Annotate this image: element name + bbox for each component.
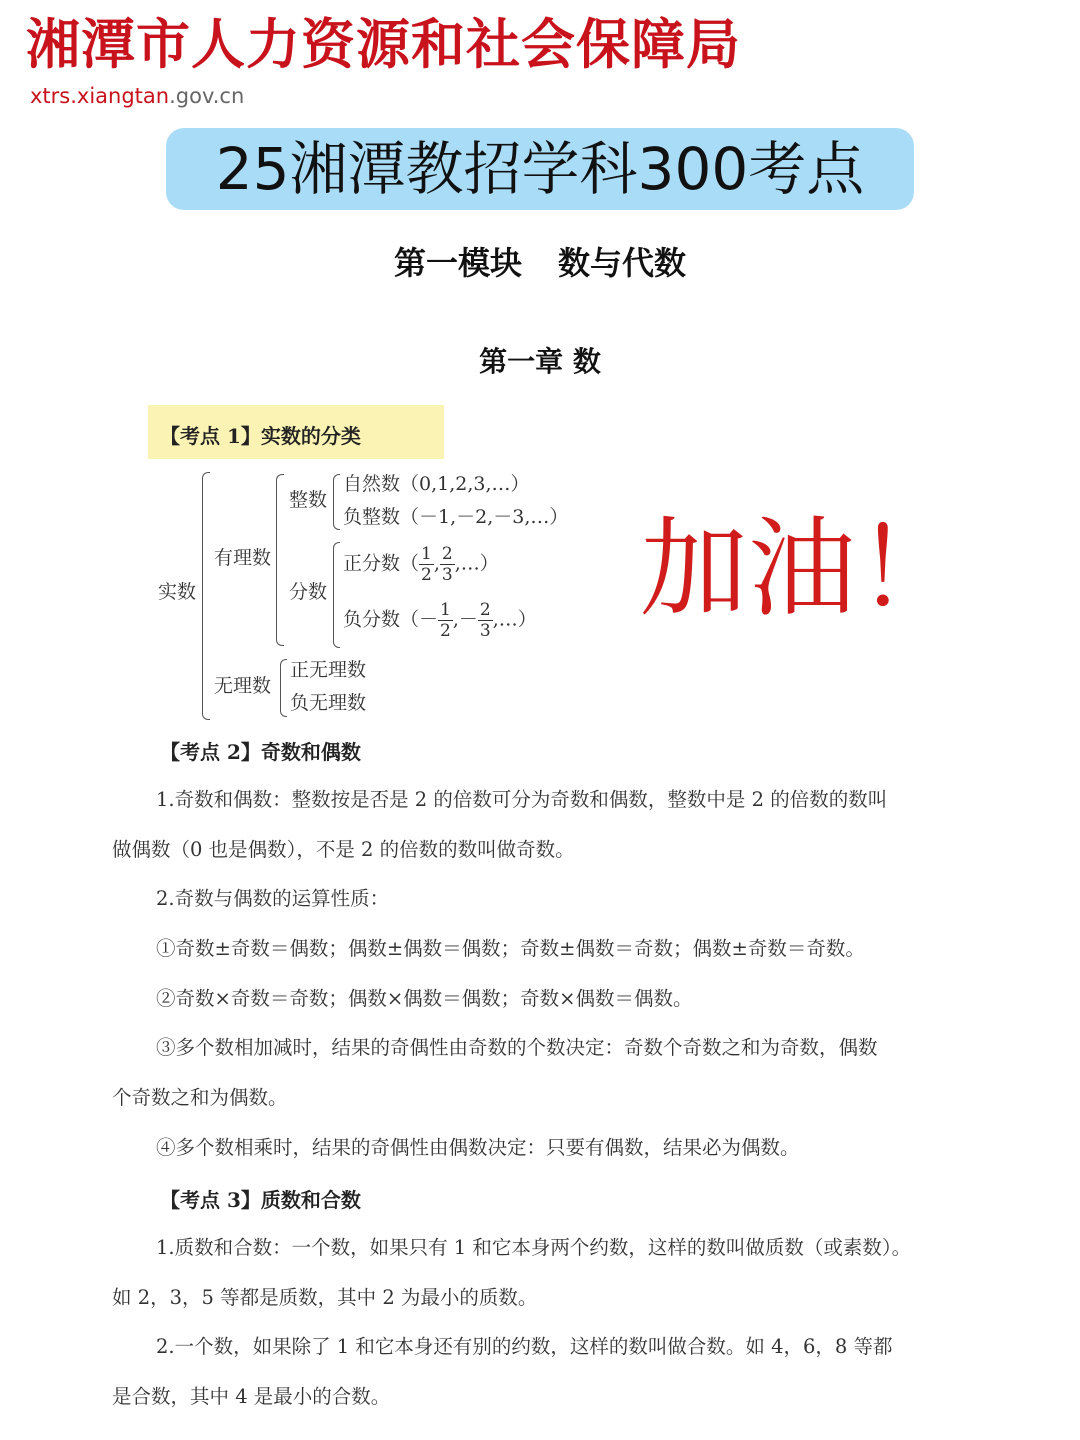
tree-pos-irr: 正无理数 [290,659,367,681]
point3-p2b: 是合数，其中 4 是最小的合数。 [112,1385,391,1408]
point2-rule3a: ③多个数相加减时，结果的奇偶性由奇数的个数决定：奇数个奇数之和为奇数，偶数 [156,1036,878,1059]
point2-rule3b: 个奇数之和为偶数。 [112,1086,288,1109]
tree-neg-frac [343,600,537,641]
module-label: 第一模块 [393,244,522,282]
frac-2-3 [440,544,455,585]
chapter-title: 第一章 数 [479,345,601,378]
point2-title: 【考点 2】奇数和偶数 [160,740,361,764]
tree-neg-irr: 负无理数 [290,692,367,714]
point3-p2a: 2.一个数，如果除了 1 和它本身还有别的约数，这样的数叫做合数。如 4，6，8 等都 [156,1335,893,1358]
tree-rational: 有理数 [214,547,272,569]
frac-numerator: 1 [421,544,432,564]
frac-numerator: 1 [440,600,451,620]
brand-url-gov: .gov.cn [169,84,245,108]
frac-numerator: 2 [479,600,491,620]
point3-p1a: 1.质数和合数：一个数，如果只有 1 和它本身两个约数，这样的数叫做质数（或素数）。 [156,1236,912,1259]
point2-p2: 2.奇数与偶数的运算性质： [156,887,390,910]
frac-denominator: 2 [440,621,451,641]
point3-p1b: 如 2，3，5 等都是质数，其中 2 为最小的质数。 [112,1286,538,1309]
tree-pos-frac [343,544,499,585]
frac-denominator: 3 [479,621,491,641]
tree-integer: 整数 [289,489,328,511]
point2-rule2: ②奇数×奇数＝奇数；偶数×偶数＝偶数；奇数×偶数＝偶数。 [156,987,693,1010]
neg-frac-sep: ,－ [452,608,478,631]
tree-irrational: 无理数 [214,675,272,697]
frac-denominator: 2 [421,565,432,585]
headline-banner: 25湘潭教招学科300考点 [166,128,914,210]
frac-1-2 [419,544,434,585]
tree-root: 实数 [158,581,197,603]
pos-frac-label: 正分数（ [343,552,420,575]
module-title [0,238,1080,284]
cheer-text: 加油！ [640,507,965,632]
brand-title: 湘潭市人力资源和社会保障局 [26,13,741,76]
brand-url [30,82,244,110]
point1-title: 【考点 1】实数的分类 [160,424,361,448]
frac-1-2 [438,600,453,641]
point3-title: 【考点 3】质数和合数 [160,1188,361,1212]
frac-2-3 [478,600,493,641]
neg-frac-label: 负分数（－ [343,608,439,631]
tree-neg-int: 负整数（－1,－2,－3,…） [343,506,569,528]
module-name: 数与代数 [558,244,687,282]
pos-frac-tail: ,…） [454,552,499,575]
brand-url-main: xtrs.xiangtan [30,84,170,108]
pos-frac-sep: , [433,552,440,575]
tree-natural: 自然数（0,1,2,3,…） [343,473,530,495]
neg-frac-tail: ,…） [492,608,537,631]
point2-rule4: ④多个数相乘时，结果的奇偶性由偶数决定：只要有偶数，结果必为偶数。 [156,1136,800,1159]
frac-denominator: 3 [441,565,453,585]
point2-p1b: 做偶数（0 也是偶数），不是 2 的倍数的数叫做奇数。 [112,838,575,861]
brace-fraction [333,542,340,648]
point2-p1a: 1.奇数和偶数：整数按是否是 2 的倍数可分为奇数和偶数，整数中是 2 的倍数的数叫 [156,788,888,811]
brace-real [202,472,210,720]
frac-numerator: 2 [441,544,453,564]
point2-rule1: ①奇数±奇数＝偶数；偶数±偶数＝偶数；奇数±偶数＝奇数；偶数±奇数＝奇数。 [156,937,865,960]
brace-integer [333,474,340,530]
brace-rational [276,474,284,646]
tree-fraction: 分数 [289,581,328,603]
brace-irrational [280,659,287,717]
